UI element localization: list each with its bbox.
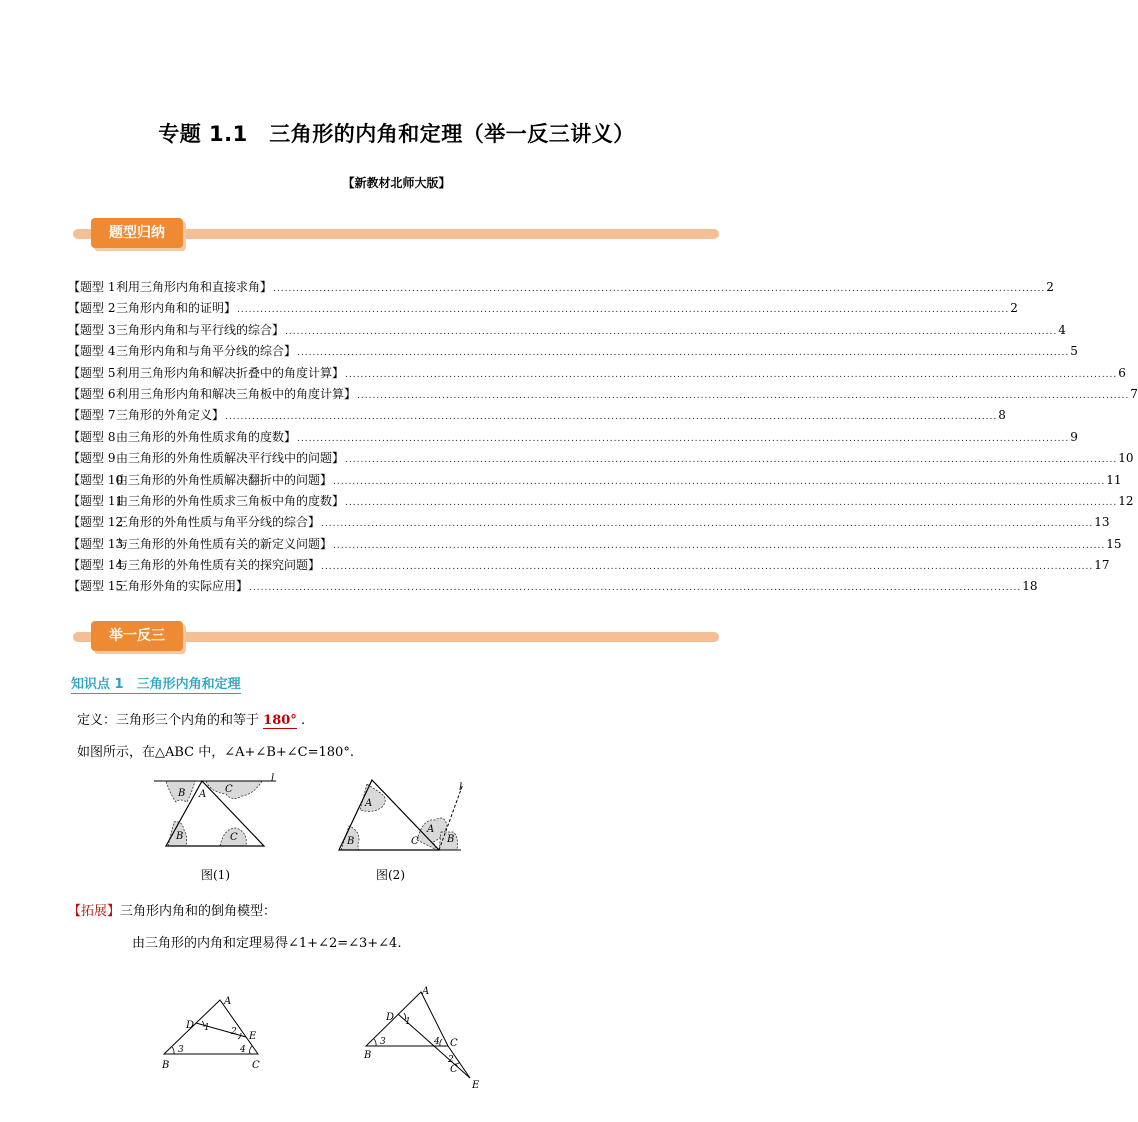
toc-page: 12 <box>1118 493 1134 508</box>
toc-title: 利用三角形内角和解决三角板中的角度计算】 <box>116 386 357 401</box>
label-A: A <box>199 789 207 800</box>
label-C: C <box>252 1060 260 1071</box>
label-B: B <box>162 1060 170 1071</box>
toc-item[interactable] <box>68 492 1134 513</box>
label-A: A <box>422 986 430 997</box>
definition-line <box>77 709 305 728</box>
toc-item[interactable] <box>68 406 1006 427</box>
toc-leader: ........................................................................................................................................................................................................ <box>273 284 1046 294</box>
label-E: E <box>472 1080 480 1091</box>
angle-3: 3 <box>380 1037 386 1047</box>
figure-2-diagram <box>335 776 475 854</box>
label-C: C <box>450 1064 458 1075</box>
toc-leader: ........................................................................................................................................................................................................ <box>297 348 1070 359</box>
toc-item[interactable] <box>68 299 1018 320</box>
toc-item[interactable] <box>68 513 1110 534</box>
figure-1-diagram <box>150 772 290 852</box>
toc-page: 4 <box>1058 322 1066 337</box>
angle-2: 2 <box>448 1055 454 1065</box>
toc-item[interactable] <box>68 535 1122 556</box>
toc-label <box>68 471 332 488</box>
toc-label <box>68 535 332 552</box>
section-banner-types <box>73 214 719 254</box>
toc-item[interactable] <box>68 385 1138 406</box>
toc-page: 5 <box>1070 344 1078 359</box>
toc-page: 18 <box>1022 579 1038 594</box>
extension-line <box>68 900 276 919</box>
toc-page: 6 <box>1118 365 1126 380</box>
figure-4-diagram <box>358 982 488 1090</box>
toc-leader: ........................................................................................................................................................................................................ <box>357 390 1130 401</box>
toc-number: 【题型 5 <box>68 365 116 380</box>
angle-4: 4 <box>240 1045 246 1055</box>
toc-item[interactable] <box>68 321 1066 342</box>
page-title: 专题 1.1 三角形的内角和定理（举一反三讲义） <box>158 122 635 146</box>
angle-2: 2 <box>231 1027 237 1037</box>
label-C: C <box>411 836 419 847</box>
toc-title: 三角形内角和的证明】 <box>116 301 237 316</box>
toc-title: 由三角形的外角性质求角的度数】 <box>116 429 297 444</box>
angle-1: 1 <box>204 1023 210 1033</box>
toc-page: 10 <box>1118 451 1134 466</box>
toc-number: 【题型 11 <box>68 493 124 508</box>
toc-number: 【题型 9 <box>68 451 116 466</box>
toc-title: 三角形的外角性质与角平分线的综合】 <box>116 515 321 530</box>
toc-leader: ........................................................................................................................................................................................................ <box>321 562 1094 573</box>
toc-number: 【题型 8 <box>68 429 116 444</box>
toc-item[interactable] <box>68 342 1078 363</box>
label-B: B <box>176 831 184 842</box>
toc-page: 17 <box>1094 558 1110 573</box>
toc-title: 由三角形的外角性质解决翻折中的问题】 <box>116 472 333 487</box>
toc-title: 由三角形的外角性质解决平行线中的问题】 <box>116 451 345 466</box>
toc-label <box>68 556 320 573</box>
definition-prefix: 定义：三角形三个内角的和等于 <box>77 713 260 728</box>
toc-leader: ........................................................................................................................................................................................................ <box>285 326 1058 337</box>
section-banner-examples <box>73 617 719 657</box>
toc-item[interactable] <box>68 449 1134 470</box>
toc-label <box>68 406 224 423</box>
table-of-contents <box>68 278 1138 599</box>
toc-page: 8 <box>998 408 1006 423</box>
example-text: 如图所示，在△ABC 中，∠A+∠B+∠C=180°. <box>77 745 354 760</box>
label-C: C <box>450 1038 458 1049</box>
label-C: C <box>230 832 238 843</box>
toc-title: 三角形内角和与平行线的综合】 <box>116 322 285 337</box>
toc-label <box>68 385 356 402</box>
toc-title: 三角形外角的实际应用】 <box>116 579 249 594</box>
toc-page: 2 <box>1046 280 1054 294</box>
toc-title: 利用三角形内角和解决折叠中的角度计算】 <box>116 365 345 380</box>
toc-leader: ........................................................................................................................................................................................................ <box>237 305 1010 316</box>
toc-label <box>68 513 320 530</box>
toc-label <box>68 321 284 338</box>
toc-title: 与三角形的外角性质有关的新定义问题】 <box>116 536 333 551</box>
toc-number: 【题型 1 <box>68 280 116 294</box>
toc-title: 利用三角形内角和直接求角】 <box>116 280 273 294</box>
banner-tag: 举一反三 <box>91 621 183 651</box>
label-l: l <box>459 782 463 793</box>
toc-number: 【题型 7 <box>68 408 116 423</box>
label-D: D <box>186 1020 195 1031</box>
toc-number: 【题型 2 <box>68 301 116 316</box>
label-A: A <box>365 798 373 809</box>
toc-number: 【题型 14 <box>68 558 124 573</box>
toc-leader: ........................................................................................................................................................................................................ <box>249 583 1022 594</box>
toc-number: 【题型 13 <box>68 536 124 551</box>
toc-number: 【题型 4 <box>68 344 116 359</box>
toc-title: 三角形的外角定义】 <box>116 408 225 423</box>
toc-label <box>68 449 344 466</box>
label-C: C <box>225 784 233 795</box>
definition-value: 180° <box>263 713 297 728</box>
toc-number: 【题型 12 <box>68 515 124 530</box>
toc-item[interactable] <box>68 278 1054 299</box>
toc-leader: ........................................................................................................................................................................................................ <box>225 412 998 423</box>
extension-formula: 由三角形的内角和定理易得∠1+∠2=∠3+∠4. <box>132 936 402 951</box>
figure-3-diagram <box>158 992 270 1072</box>
label-B: B <box>364 1050 372 1061</box>
label-A: A <box>427 824 435 835</box>
toc-page: 7 <box>1130 386 1138 401</box>
toc-item[interactable] <box>68 577 1038 598</box>
toc-label <box>68 342 296 359</box>
toc-leader: ........................................................................................................................................................................................................ <box>345 369 1118 380</box>
toc-number: 【题型 3 <box>68 322 116 337</box>
label-A: A <box>224 996 232 1007</box>
toc-page: 11 <box>1106 472 1122 487</box>
extension-text: 三角形内角和的倒角模型： <box>120 904 277 919</box>
toc-page: 15 <box>1106 536 1122 551</box>
toc-label <box>68 577 248 594</box>
knowledge-point-heading: 知识点 1 三角形内角和定理 <box>71 673 241 694</box>
toc-leader: ........................................................................................................................................................................................................ <box>333 476 1106 487</box>
label-l: l <box>271 773 275 784</box>
page-subtitle: 【新教材北师大版】 <box>342 176 451 190</box>
toc-title: 与三角形的外角性质有关的探究问题】 <box>116 558 321 573</box>
toc-item[interactable] <box>68 364 1126 385</box>
banner-tag: 题型归纳 <box>91 218 183 248</box>
toc-page: 13 <box>1094 515 1110 530</box>
toc-item[interactable] <box>68 471 1122 492</box>
toc-title: 三角形内角和与角平分线的综合】 <box>116 344 297 359</box>
toc-label <box>68 299 236 316</box>
label-B: B <box>447 834 455 845</box>
label-B: B <box>178 788 186 799</box>
toc-number: 【题型 10 <box>68 472 124 487</box>
toc-leader: ........................................................................................................................................................................................................ <box>297 433 1070 444</box>
figure-1-caption: 图(1) <box>201 868 230 882</box>
toc-item[interactable] <box>68 428 1078 449</box>
angle-4: 4 <box>434 1037 440 1047</box>
toc-item[interactable] <box>68 556 1110 577</box>
angle-3: 3 <box>178 1045 184 1055</box>
figure-2-caption: 图(2) <box>376 868 405 882</box>
angle-1: 1 <box>405 1017 411 1027</box>
toc-leader: ........................................................................................................................................................................................................ <box>345 455 1118 466</box>
toc-number: 【题型 15 <box>68 579 124 594</box>
label-D: D <box>386 1012 395 1023</box>
label-B: B <box>347 836 355 847</box>
toc-page: 2 <box>1010 301 1018 316</box>
toc-leader: ........................................................................................................................................................................................................ <box>345 497 1118 508</box>
toc-leader: ........................................................................................................................................................................................................ <box>333 540 1106 551</box>
toc-page: 9 <box>1070 429 1078 444</box>
extension-label: 【拓展】 <box>68 904 121 919</box>
toc-label <box>68 278 272 295</box>
definition-suffix: . <box>300 713 306 728</box>
label-E: E <box>249 1031 257 1042</box>
toc-title: 由三角形的外角性质求三角板中角的度数】 <box>116 493 345 508</box>
toc-number: 【题型 6 <box>68 386 116 401</box>
toc-leader: ........................................................................................................................................................................................................ <box>321 519 1094 530</box>
toc-label <box>68 364 344 381</box>
toc-label <box>68 492 344 509</box>
toc-label <box>68 428 296 445</box>
